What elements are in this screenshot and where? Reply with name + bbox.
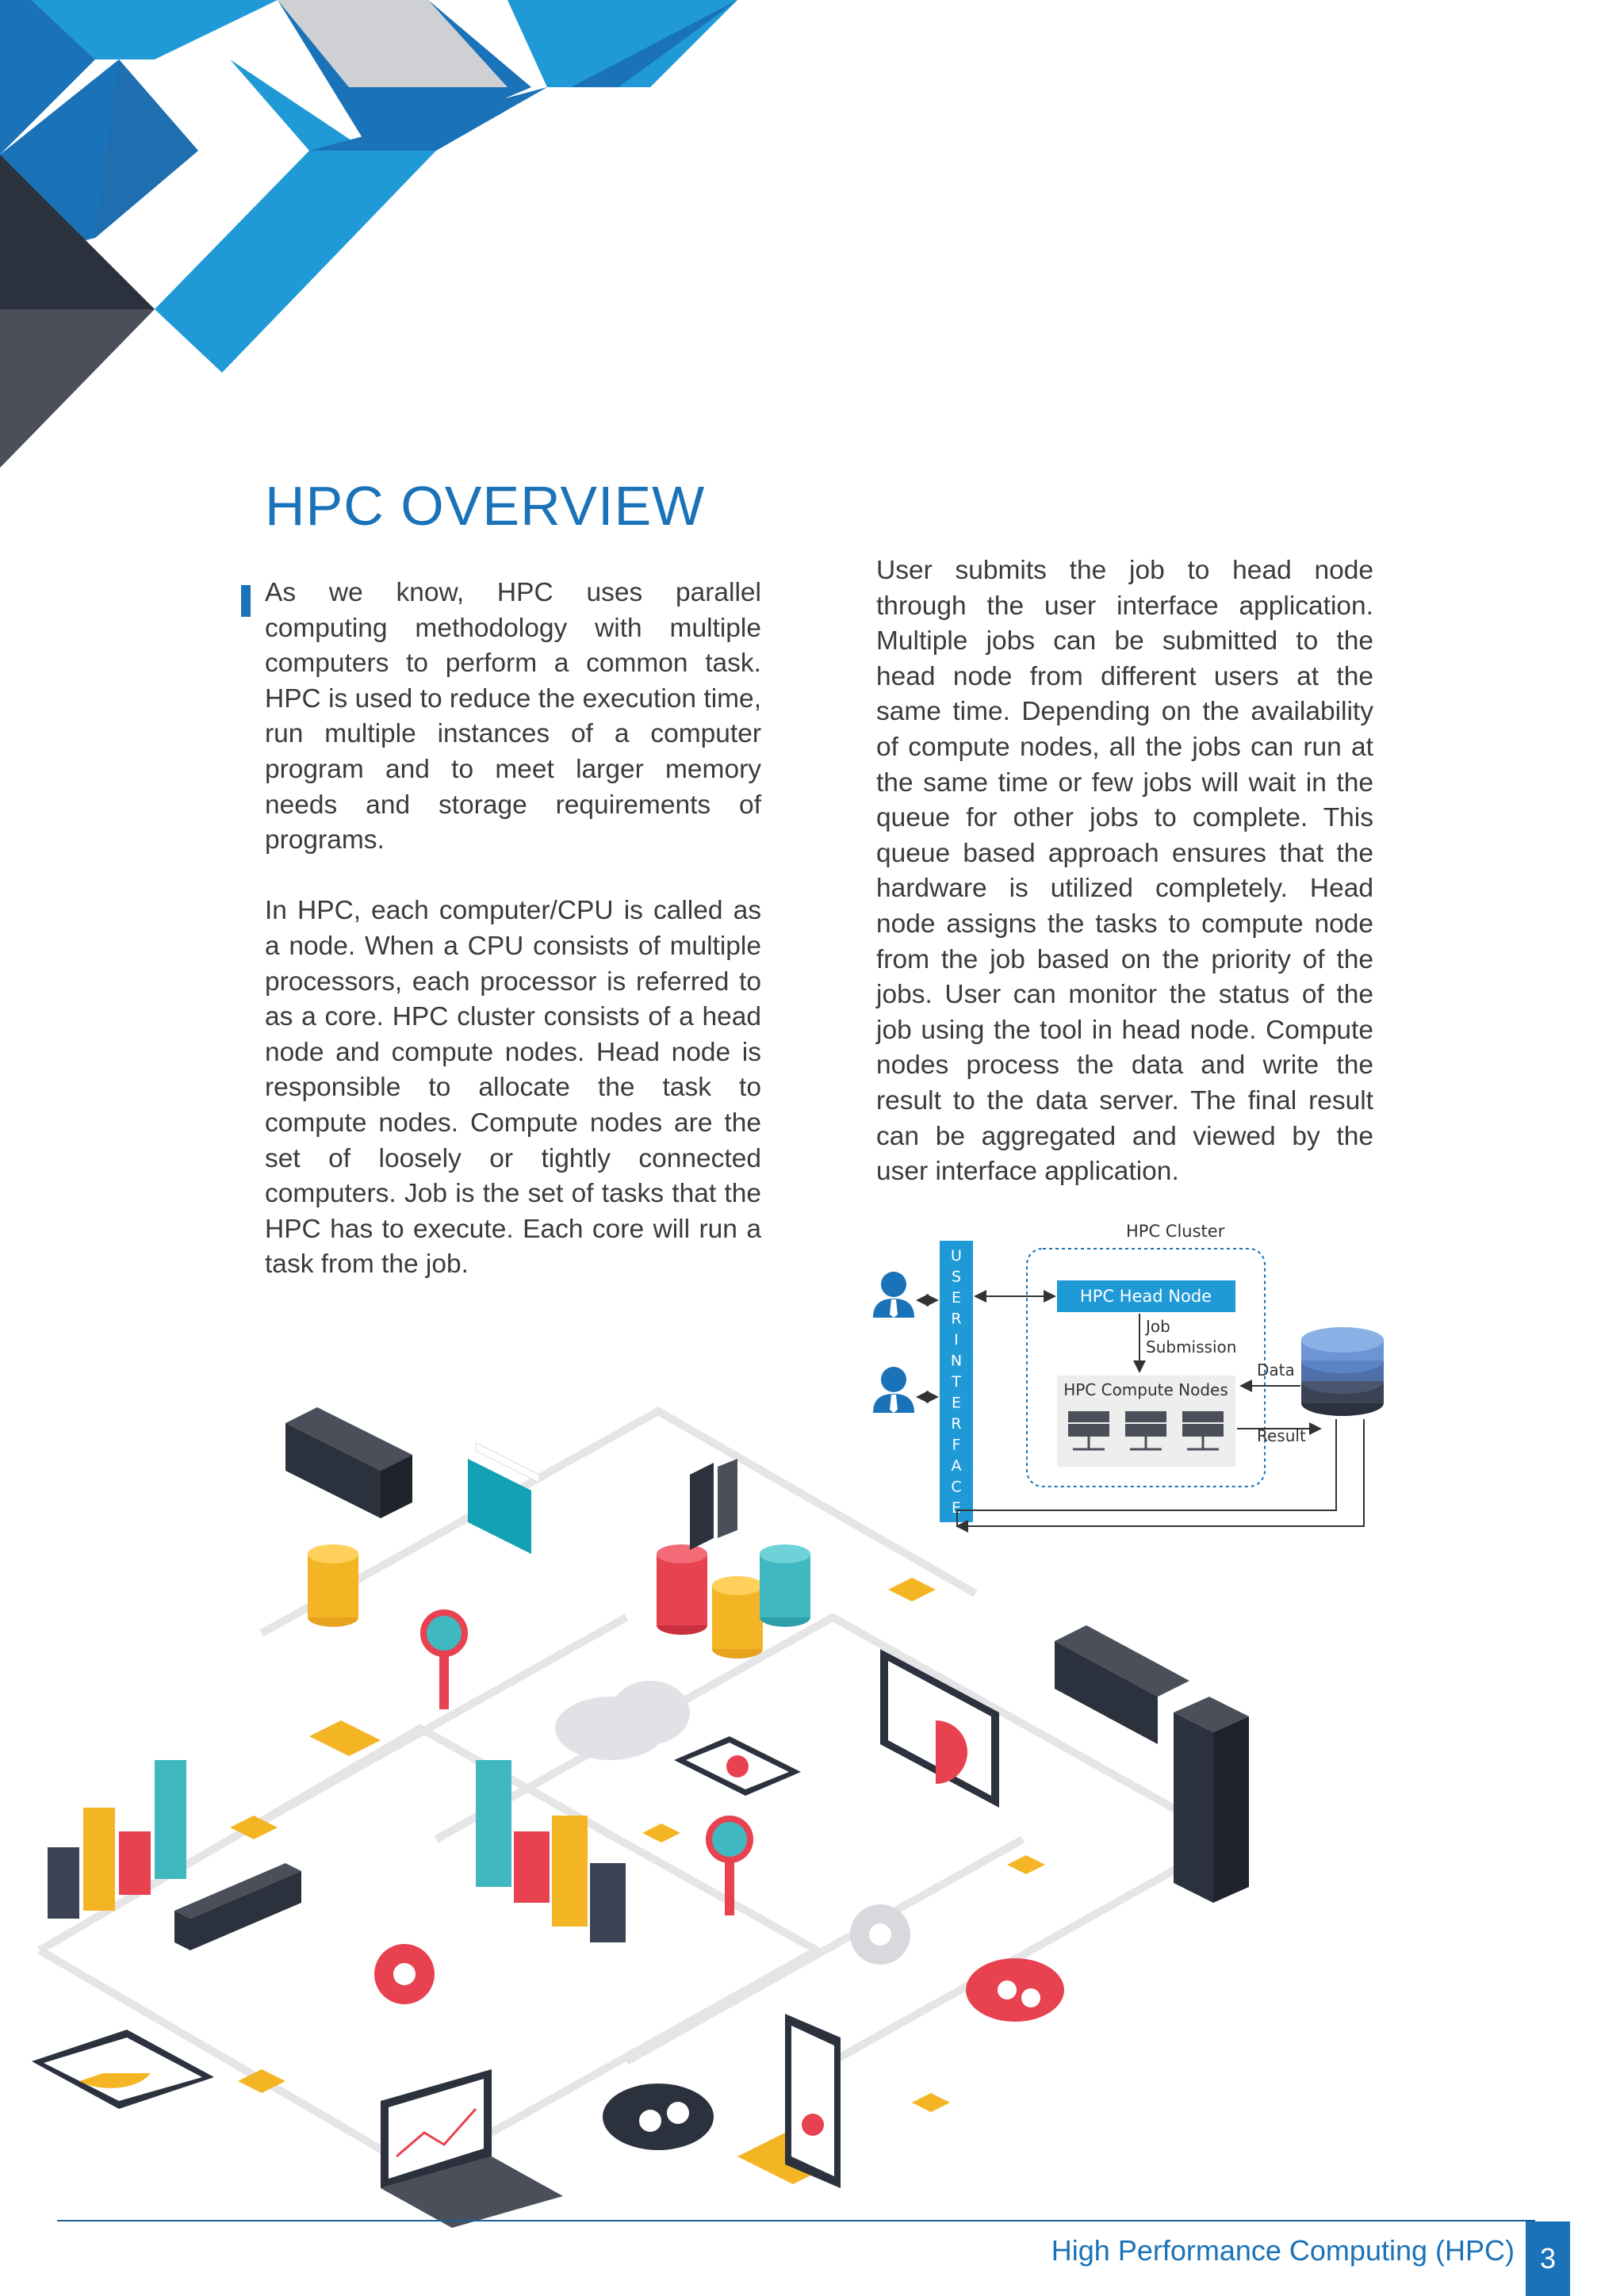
left-text-column [265,576,761,1283]
page-number: 3 [1526,2221,1570,2296]
chip-icon [888,1578,936,1601]
chip-icon [642,1823,680,1843]
magnifier-icon [709,1819,750,1915]
laptop-icon [381,2069,563,2228]
chip-icon [1007,1855,1045,1874]
gear-icon [850,1904,910,1965]
cloud-gears-icon [966,1958,1064,2022]
user-interface-letter: C [951,1478,962,1496]
server-tower-icon [1174,1697,1249,1903]
server-rack-icon [174,1863,301,1950]
pie-chart-screen-icon [32,2030,214,2109]
user-interface-letter: T [952,1373,961,1391]
server-rack-icon [1055,1625,1189,1744]
cloud-icon [555,1681,690,1760]
job-submission-label-2: Submission [1146,1337,1237,1357]
chat-bubble-icon [309,1720,381,1756]
paragraph-accent-bar [241,585,251,617]
isometric-infrastructure-illustration [24,1395,1253,2228]
job-submission-label: Job [1146,1317,1170,1336]
page-title: HPC OVERVIEW [265,475,706,537]
user-interface-letter: E [951,1394,962,1412]
gear-icon [374,1944,435,2004]
data-label: Data [1257,1360,1295,1380]
database-stack-icon [308,1544,358,1627]
database-icon [1301,1327,1384,1416]
footer-rule [57,2220,1535,2221]
tablet-icon [785,2014,841,2188]
user-interface-letter: E [951,1289,962,1307]
server-rack-icon [285,1407,412,1518]
database-stack-icon [760,1544,810,1627]
cluster-label: HPC Cluster [1126,1222,1225,1241]
user-interface-letter: A [951,1457,962,1475]
bar-chart-icon [48,1760,186,1919]
user-interface-letter: E [951,1499,962,1517]
user-interface-letter: R [951,1415,962,1433]
database-stack-icon [657,1544,707,1635]
compute-nodes-label: HPC Compute Nodes [1063,1380,1228,1399]
chip-icon [912,2093,950,2112]
header-geometric-art [0,0,737,468]
user-interface-letter: I [954,1331,959,1349]
user-interface-letter: S [951,1268,962,1286]
paragraph-intro: As we know, HPC uses parallel computing methodology with multiple computers to perform a common task. HPC is used to reduce the execution time, run multiple instances of a computer program and to meet larger memory needs and storage requirements of programs. [265,578,761,855]
user-icon [873,1272,914,1318]
result-label: Result [1257,1426,1306,1445]
magnifier-icon [423,1613,465,1709]
user-interface-letter: U [951,1247,962,1265]
bar-chart-icon [476,1760,626,1942]
footer-title: High Performance Computing (HPC) [1051,2234,1515,2267]
paragraph-nodes: In HPC, each computer/CPU is called as a node. When a CPU consists of multiple processors, each processor is referred to as a core. HPC cluster consists of a head node and compute nodes. Head node is responsible to allocate the task to compute nodes. Compute nodes are the set of loosely or tightly connected computers. Job is the set of tasks that the HPC has to execute. Each core will run a task from the job. [265,896,761,1280]
head-node-label: HPC Head Node [1079,1287,1212,1306]
user-interface-letter: F [952,1436,961,1454]
cloud-gears-icon [603,2084,714,2150]
database-stack-icon [712,1576,763,1659]
user-interface-letter: R [951,1310,962,1328]
right-text-column [876,553,1373,1190]
folder-icon [468,1443,539,1554]
user-interface-letter: N [950,1352,963,1370]
video-screen-icon [674,1736,801,1796]
server-block-icon [690,1459,737,1550]
paragraph-job-flow: User submits the job to head node through the user interface application. Multiple jobs can be submitted to the head node from different users at the same time. Depending on the availability of compute nodes, all the jobs can run at the same time or few jobs will wait in the queue for other jobs to complete. This queue based approach ensures that the hardware is utilized completely. Head node assigns the tasks to compute node from the job based on the priority of the jobs. User can monitor the status of the job using the tool in head node. Compute nodes process the data and write the result to the data server. The final result can be aggregated and viewed by the user interface application. [876,556,1373,1187]
